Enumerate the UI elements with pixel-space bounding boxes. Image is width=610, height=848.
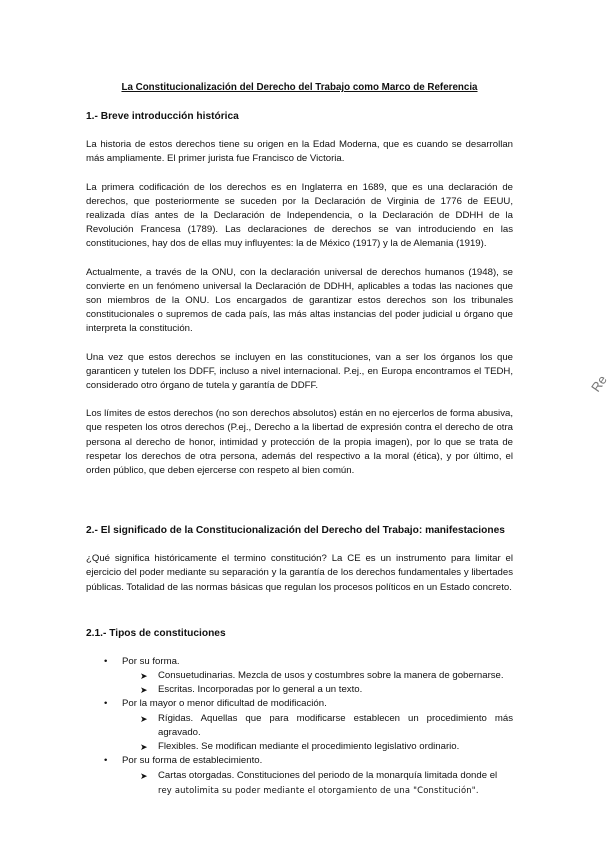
section-heading-1: 1.- Breve introducción histórica (86, 111, 239, 123)
sub-list-item-text: Cartas otorgadas. Constituciones del periodo de la monarquía limitada donde el (158, 769, 498, 781)
arrow-bullet-icon: ➤ (140, 685, 148, 696)
list-item-label: Por la mayor o menor dificultad de modificación. (122, 698, 327, 710)
arrow-bullet-icon: ➤ (140, 713, 148, 724)
sub-list (122, 769, 513, 798)
arrow-bullet-icon: ➤ (140, 770, 148, 781)
paragraph: ¿Qué significa históricamente el termino constitución? La CE es un instrumento para limitar el ejercicio del poder mediante su separación y la garantía de los derechos fundamentales y libertades públicas. Totalidad de las normas básicas que regulan los procesos políticos en un Estado concreto. (86, 553, 513, 593)
sub-list-item (122, 769, 513, 798)
document-body (86, 81, 513, 798)
sub-list-item-continuation: rey autolimita su poder mediante el otorgamiento de una "Constitución". (158, 784, 479, 795)
sub-list-item-text: Consuetudinarias. Mezcla de usos y costumbres sobre la manera de gobernarse. (158, 670, 504, 682)
paragraph: La historia de estos derechos tiene su origen en la Edad Moderna, que es cuando se desarrollan más ampliamente. El primer jurista fue Francisco de Victoria. (86, 139, 513, 165)
section-spacer (86, 492, 513, 524)
list-item-label: Por su forma. (122, 655, 180, 667)
sub-list-item-text: Rígidas. Aquellas que para modificarse establecen un procedimiento más agravado. (158, 712, 513, 738)
sub-list-item (122, 683, 513, 697)
paragraph: Una vez que estos derechos se incluyen en las constituciones, van a ser los órganos los que garanticen y tutelen los DDFF, incluso a nivel internacional. P.ej., en Europa encontramos el TEDH, considerado otro órgano de tutela y garantía de DDFF. (86, 351, 513, 392)
sub-list-item (122, 740, 513, 754)
section-heading-2-1: 2.1.- Tipos de constituciones (86, 627, 226, 639)
arrow-bullet-icon: ➤ (140, 671, 148, 682)
edge-watermark-text: Re (588, 372, 610, 395)
arrow-bullet-icon: ➤ (140, 742, 148, 753)
sub-list-item-text: Escritas. Incorporadas por lo general a un texto. (158, 684, 363, 696)
document-title: La Constitucionalización del Derecho del Trabajo como Marco de Referencia (121, 82, 478, 93)
paragraph: Actualmente, a través de la ONU, con la declaración universal de derechos humanos (1948), se convierte en un fenómeno universal la Declaración de DDHH, aplicables a todas las naciones que son miembros de la ONU. Los encargados de garantizar estos derechos son los tribunales constitucionales o supremos de cada país, las más altas instancias del poder judicial u órgano que interpreta la constitución. (86, 266, 513, 335)
paragraph: La primera codificación de los derechos es en Inglaterra en 1689, que es una declaración de derechos, que posteriormente se suceden por la Declaración de Virginia de 1776 de EEUU, realizada días antes de la Declaración de Independencia, o la Declaración de DDHH de la Revolución Francesa (1789). Las declaraciones de derechos se van introduciendo en las constituciones, hay dos de ellas muy influyentes: la de México (1917) y la de Alemania (1919). (86, 181, 513, 250)
sub-list-item (122, 669, 513, 683)
sub-list-item-text: Flexibles. Se modifican mediante el procedimiento legislativo ordinario. (158, 741, 460, 753)
list-item (86, 655, 513, 698)
list-item (86, 697, 513, 754)
sub-list (122, 712, 513, 755)
constitution-types-list (86, 655, 513, 798)
sub-list-item (122, 712, 513, 740)
list-item-label: Por su forma de establecimiento. (122, 755, 263, 767)
section-heading-2: 2.- El significado de la Constitucionalización del Derecho del Trabajo: manifestaciones (86, 525, 505, 537)
sub-list (122, 669, 513, 697)
section-spacer (86, 609, 513, 627)
list-item (86, 754, 513, 798)
paragraph: Los límites de estos derechos (no son derechos absolutos) están en no ejercerlos de forma abusiva, que respeten los otros derechos (P.ej., Derecho a la libertad de expresión contra el derecho de otra persona al derecho de honor, intimidad y protección de la propia imagen), por lo que se trata de respetar los derechos de otra persona, además del respectivo a la moral (ética), y por último, el orden público, que deben ejercerse con respeto al bien común. (86, 408, 513, 477)
